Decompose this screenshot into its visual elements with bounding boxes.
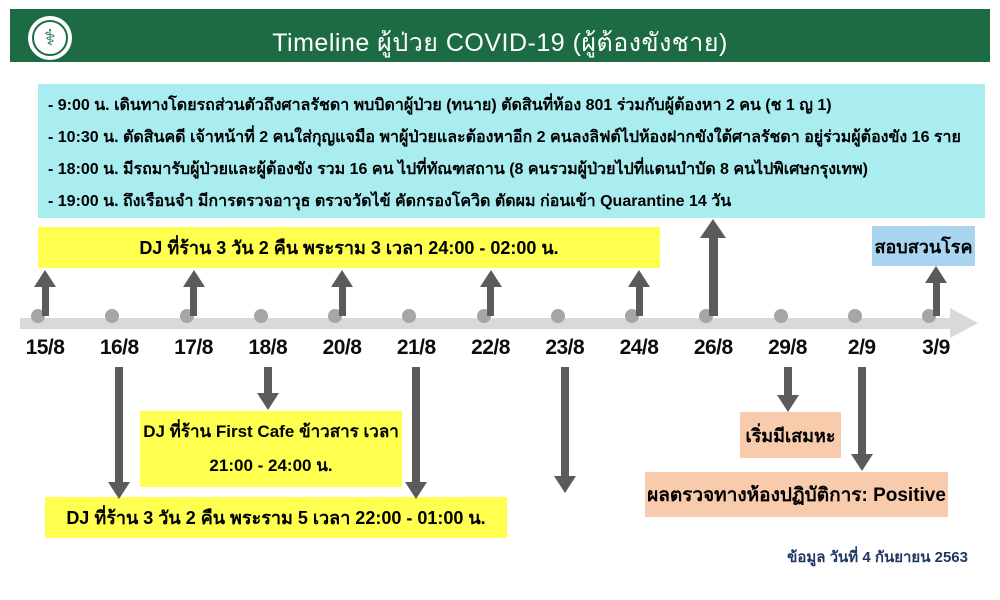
timeline-axis-arrowhead-icon [950, 308, 978, 338]
case-info-line-4: - 19:00 น. ถึงเรือนจำ มีการตรวจอาวุธ ตรวจวัดไข้ คัดกรองโควิด ตัดผม ก่อนเข้า Quarantine 14 วัน [48, 193, 732, 210]
arrow-down-21/8-shaft [412, 367, 420, 483]
arrow-down-16/8-head-icon [108, 482, 130, 499]
case-info-line-2: - 10:30 น. ตัดสินคดี เจ้าหน้าที่ 2 คนใส่กุญแจมือ พาผู้ป่วยและต้องหาอีก 2 คนลงลิฟต์ไปห้องฝากขังใต้ศาลรัชดา อยู่ร่วมผู้ต้องขัง 16 ราย [48, 129, 961, 146]
arrow-down-18/8-head-icon [257, 393, 279, 410]
arrow-up-15/8-shaft [42, 286, 49, 316]
arrow-up-15/8-head-icon [34, 270, 56, 287]
case-info-line-3: - 18:00 น. มีรถมารับผู้ป่วยและผู้ต้องขัง รวม 16 คน ไปที่ทัณฑสถาน (8 คนรวมผู้ป่วยไปที่แดนบำบัด 8 คนไปพิเศษกรุงเทพ) [48, 161, 868, 178]
arrow-up-24/8-head-icon [628, 270, 650, 287]
timeline-date-22/8: 22/8 [471, 336, 510, 359]
arrow-up-17/8-shaft [190, 286, 197, 316]
timeline-date-17/8: 17/8 [174, 336, 213, 359]
source-note: ข้อมูล วันที่ 4 กันยายน 2563 [787, 549, 968, 566]
arrow-down-2/9-head-icon [851, 454, 873, 471]
timeline-date-23/8: 23/8 [545, 336, 585, 359]
timeline-node-18/8 [254, 309, 268, 323]
arrow-up-3/9-head-icon [925, 266, 947, 283]
arrow-down-16/8-shaft [115, 367, 123, 483]
timeline-date-16/8: 16/8 [99, 336, 139, 359]
arrow-up-26/8-shaft [709, 237, 718, 316]
header-bar [10, 9, 990, 62]
caduceus-icon: ⚕ [32, 20, 68, 56]
first-cafe-line-2: 21:00 - 24:00 น. [209, 456, 333, 475]
dj-rama3-label-box: DJ ที่ร้าน 3 วัน 2 คืน พระราม 3 เวลา 24:00 - 02:00 น. [38, 227, 660, 268]
arrow-up-20/8-shaft [339, 286, 346, 316]
arrow-up-24/8-shaft [636, 286, 643, 316]
arrow-down-21/8-head-icon [405, 482, 427, 499]
timeline-date-26/8: 26/8 [693, 336, 733, 359]
timeline-date-18/8: 18/8 [248, 336, 288, 359]
lab-result-positive-box: ผลตรวจทางห้องปฏิบัติการ: Positive [645, 472, 948, 517]
arrow-down-2/9-shaft [858, 367, 866, 455]
dj-rama5-label-box: DJ ที่ร้าน 3 วัน 2 คืน พระราม 5 เวลา 22:00 - 01:00 น. [45, 497, 507, 538]
timeline-date-29/8: 29/8 [768, 336, 807, 359]
page-title: Timeline ผู้ป่วย COVID-19 (ผู้ต้องขังชาย) [272, 29, 728, 57]
arrow-up-22/8-shaft [487, 286, 494, 316]
arrow-down-18/8-shaft [264, 367, 272, 394]
first-cafe-line-1: DJ ที่ร้าน First Cafe ข้าวสาร เวลา [143, 422, 399, 441]
arrow-up-20/8-head-icon [331, 270, 353, 287]
timeline-date-15/8: 15/8 [25, 336, 65, 359]
case-info-line-1: - 9:00 น. เดินทางโดยรถส่วนตัวถึงศาลรัชดา พบบิดาผู้ป่วย (ทนาย) ตัดสินที่ห้อง 801 ร่วมกับผู้ต้องหา 2 คน (ช 1 ญ 1) [48, 97, 832, 114]
case-info-box [38, 84, 985, 218]
first-cafe-label-box [140, 411, 402, 487]
arrow-down-23/8-head-icon [554, 476, 576, 493]
arrow-up-3/9-shaft [933, 282, 940, 316]
arrow-down-29/8-shaft [784, 367, 792, 396]
arrow-down-29/8-head-icon [777, 395, 799, 412]
arrow-up-26/8-head-icon [700, 219, 726, 238]
timeline-node-2/9 [848, 309, 862, 323]
timeline-date-24/8: 24/8 [619, 336, 659, 359]
sputum-onset-box: เริ่มมีเสมหะ [740, 412, 841, 458]
timeline-date-2/9: 2/9 [847, 336, 876, 359]
arrow-down-23/8-shaft [561, 367, 569, 477]
timeline-date-20/8: 20/8 [322, 336, 362, 359]
disease-investigation-box: สอบสวนโรค [872, 226, 975, 266]
arrow-up-22/8-head-icon [480, 270, 502, 287]
timeline-date-3/9: 3/9 [922, 336, 950, 359]
arrow-up-17/8-head-icon [183, 270, 205, 287]
timeline-node-29/8 [774, 309, 788, 323]
timeline-date-21/8: 21/8 [396, 336, 436, 359]
timeline-node-23/8 [551, 309, 565, 323]
